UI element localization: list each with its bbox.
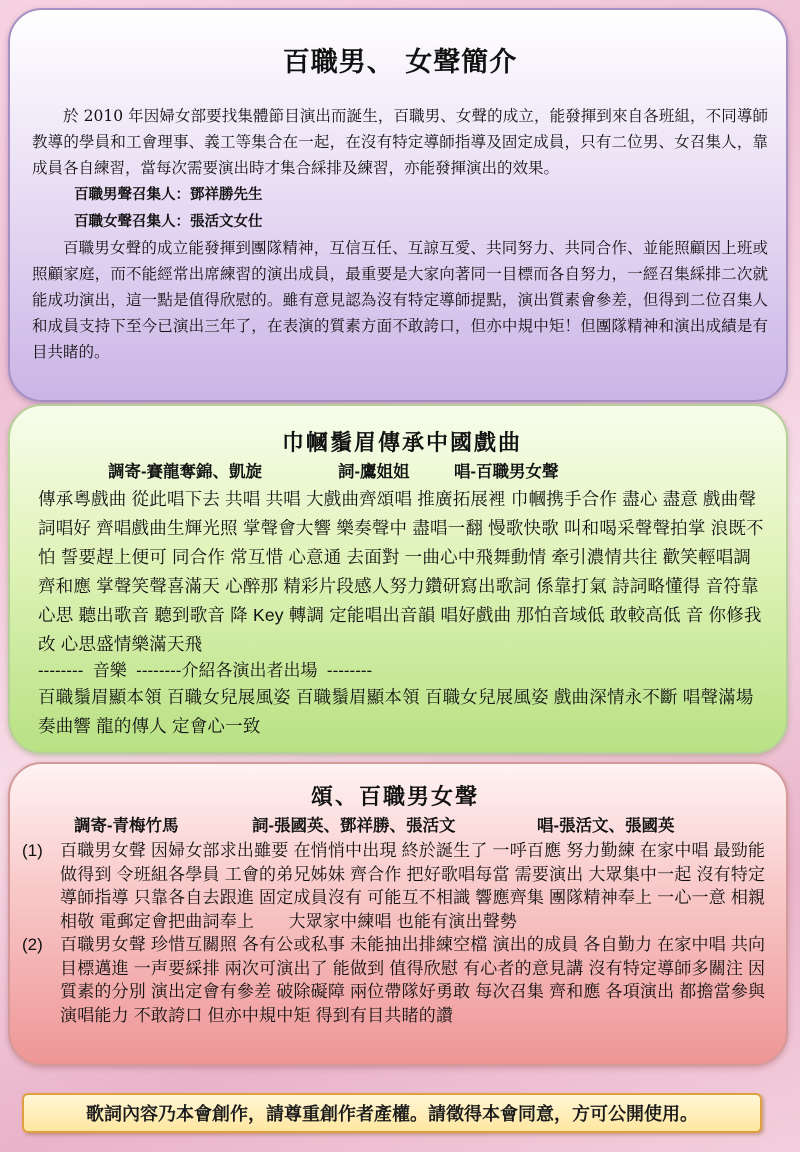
intro-panel (8, 8, 788, 402)
song1-divider: -------- 音樂 --------介紹各演出者出場 -------- (38, 661, 373, 680)
song1-credits (38, 459, 766, 485)
verse-number: (2) (22, 935, 43, 954)
intro-paragraph-1: 於 2010 年因婦女部要找集體節目演出而誕生，百職男、女聲的成立，能發揮到來自各班組，不同導師教導的學員和工會理事、義工等集合在一起，在沒有特定導師指導及固定成員，只有二位男、女召集人，靠成員各自練習，當每次需要演出時才集合綵排及練習，亦能發揮演出的效果。 (32, 107, 768, 177)
song2-credits (22, 813, 768, 839)
song2-verse-2 (22, 933, 768, 1027)
song1-singer: 唱-百職男女聲 (454, 463, 559, 481)
song2-title: 頌、百職男女聲 (310, 785, 479, 810)
song2-tune: 調寄-青梅竹馬 (74, 817, 179, 835)
song2-panel (8, 762, 788, 1066)
song1-lyrics: 傳承粵戲曲 從此唱下去 共唱 共唱 大戲曲齊頌唱 推廣拓展裡 巾幗携手合作 盡心 盡意 戲曲聲詞唱好 齊唱戲曲生輝光照 掌聲會大響 樂奏聲中 盡唱一翻 慢歌快歌 叫和喝采聲聲拍掌 浪既不怕 誓要趕上便可 同合作 常互惜 心意通 去面對 一曲心中飛舞動情 牽引濃情共往 歡笑輕唱調齊和應 掌聲笑聲喜滿天 心醉那 精彩片段感人努力鑽研寫出歌詞 係靠打氣 詩詞略懂得 音符靠心思 聽出歌音 聽到歌音 降 Key 轉調 定能唱出音韻 唱好戲曲 那怕音域低 敢較高低 音 你修我改 心思盛情樂滿天飛 (38, 489, 764, 654)
song2-verse-1 (22, 839, 768, 933)
song1-lyricist: 詞-鷹姐姐 (338, 463, 410, 481)
intro-paragraph-2: 百職男女聲的成立能發揮到團隊精神，互信互任、互諒互愛、共同努力、共同合作、並能照顧因上班或照顧家庭，而不能經常出席練習的演出成員，最重要是大家向著同一目標而各自努力，一經召集綵排二次就能成功演出，這一點是值得欣慰的。雖有意見認為沒有特定導師提點，演出質素會參差，但得到二位召集人和成員支持下至今已演出三年了，在表演的質素方面不敢誇口，但亦中規中矩！但團隊精神和演出成績是有目共睹的。 (32, 239, 768, 361)
male-convener: 百職男聲召集人：鄧祥勝先生 (74, 186, 263, 203)
copyright-notice (22, 1093, 762, 1133)
song1-panel (8, 404, 788, 754)
verse-text: 百職男女聲 因婦女部求出雖要 在悄悄中出現 終於誕生了 一呼百應 努力勤練 在家中唱 最勁能做得到 令班組各學員 工會的弟兄姊妹 齊合作 把好歌唱每當 需要演出 大眾集中一起 沒有特定導師指導 只靠各自去跟進 固定成員沒有 可能互不相識 響應齊集 團隊精神奉上 一心一意 相親相敬 電郵定會把曲詞奉上 大眾家中練唱 也能有演出聲勢 (60, 841, 766, 931)
song2-singer: 唱-張活文、張國英 (537, 817, 675, 835)
copyright-notice-text: 歌詞內容乃本會創作，請尊重創作者產權。請徵得本會同意，方可公開使用。 (86, 1104, 698, 1125)
intro-title: 百職男、 女聲簡介 (282, 47, 518, 78)
verse-text: 百職男女聲 珍惜互關照 各有公或私事 未能抽出排練空檔 演出的成員 各自勤力 在家中唱 共向目標邁進 一声要綵排 兩次可演出了 能做到 值得欣慰 有心者的意見講 沒有特定導師多關注 因質素的分別 演出定會有參差 破除礙障 兩位帶隊好勇敢 每次召集 齊和應 各項演出 都擔當參與 演唱能力 不敢誇口 但亦中規中矩 得到有目共睹的讚 (60, 935, 766, 1025)
female-convener: 百職女聲召集人：張活文女仕 (74, 213, 263, 230)
song1-closing: 百職鬚眉顯本領 百職女兒展風姿 百職鬚眉顯本領 百職女兒展風姿 戲曲深情永不斷 唱聲滿場奏曲響 龍的傳人 定會心一致 (38, 687, 754, 736)
song1-tune: 調寄-賽龍奪錦、凱旋 (108, 463, 262, 481)
song2-lyricist: 詞-張國英、鄧祥勝、張活文 (252, 817, 456, 835)
song1-title: 巾幗鬚眉傳承中國戲曲 (281, 431, 522, 456)
verse-number: (1) (22, 841, 43, 860)
